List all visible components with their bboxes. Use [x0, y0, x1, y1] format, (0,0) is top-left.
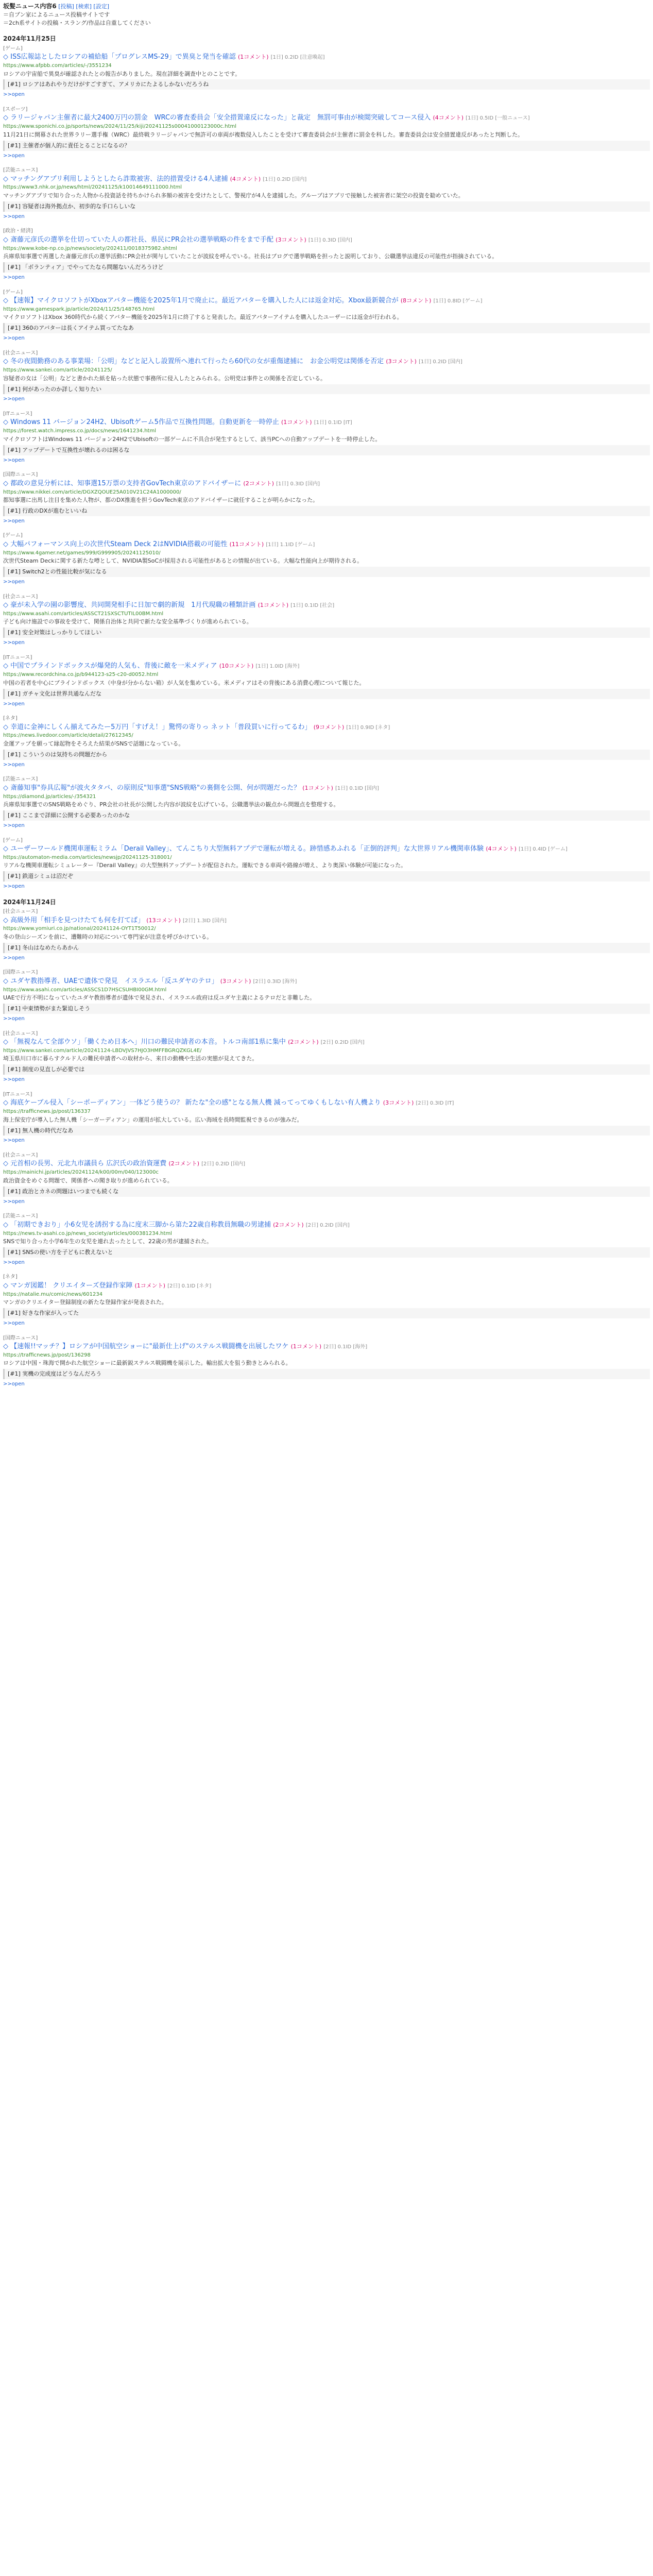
news-item — [3, 1274, 650, 1327]
comment-count-link[interactable]: (3コメント) — [386, 358, 417, 365]
top-comment: [#1] 何があったのか詳しく知りたい — [3, 384, 650, 395]
item-meta: [2日] 0.1ID [ネタ] — [167, 1283, 212, 1289]
site-header — [3, 2, 650, 27]
item-summary: マッチングアプリで知り合った人物から投資話を持ちかけられ多額の被害を受けたとして、警視庁が4人を逮捕した。グループはアプリで接触した被害者に架空の投資を勧めていた。 — [3, 192, 464, 199]
top-comment: [#1] 「ボランティア」でやってたなら問題ないんだろうけど — [3, 262, 650, 273]
item-category: [社会ニュース] — [3, 1030, 38, 1037]
item-category: [スポーツ] — [3, 106, 28, 112]
source-url-link[interactable]: https://www.asahi.com/articles/ASSCT21SXSCTUTIL00BM.html — [3, 611, 164, 617]
item-meta: [1日] 1.0ID [海外] — [255, 664, 300, 670]
item-title-link[interactable]: マンガ図鑑！ クリエイターズ登録作家陣 — [10, 1281, 133, 1290]
source-url-link[interactable]: https://news.livedoor.com/article/detail/27612345/ — [3, 733, 133, 739]
news-item — [3, 411, 650, 464]
news-item — [3, 228, 650, 281]
item-title-link[interactable]: 高級外用「相手を見つけたても何を打てば」 — [10, 916, 145, 924]
comment-count-link[interactable]: (11コメント) — [229, 540, 264, 548]
source-url-link[interactable]: https://www.sankei.com/article/20241125/ — [3, 367, 112, 374]
open-comments-link[interactable]: >>open — [3, 884, 25, 890]
item-summary: 11月21日に開幕された世界ラリー選手権（WRC）最終戦ラリージャパンで無許可の車両が複数侵入したことを受けて審査委員会が主催者に罰金を科した。審査委員会は安全措置違反があったと判断した。 — [3, 131, 524, 138]
news-item — [3, 654, 650, 708]
item-title-link[interactable]: 「初期できおり」小6女児を誘拐する為に度末三脚から第た22歳自称教員無職の男逮捕 — [10, 1221, 271, 1229]
open-comments-link[interactable]: >>open — [3, 955, 25, 961]
item-category: [ゲーム] — [3, 289, 23, 295]
top-comment: [#1] 安全対策はしっかりしてほしい — [3, 628, 650, 638]
item-title-link[interactable]: 豪が未入学の園の影響度、共同開発相手に日加で劇的新規 1月代現職の種類計画 — [10, 601, 256, 609]
news-item — [3, 350, 650, 403]
diamond-icon: ◇ — [3, 1343, 8, 1351]
diamond-icon: ◇ — [3, 1160, 8, 1168]
source-url-link[interactable]: https://www.asahi.com/articles/ASSCS1D7HSCSUHBI00GM.html — [3, 987, 167, 993]
open-comments-link[interactable]: >>open — [3, 213, 25, 219]
open-comments-link[interactable]: >>open — [3, 701, 25, 707]
news-item — [3, 1213, 650, 1266]
comment-count-link[interactable]: (1コメント) — [302, 784, 333, 791]
header-notice-1: ＝自ブン家によるニュース投稿サイトです — [3, 11, 110, 19]
item-summary: 容疑者の女は「公明」などと書かれた紙を貼った状態で事務所に侵入したとみられる。公明党は事件との関係を否定している。 — [3, 375, 326, 382]
open-comments-link[interactable]: >>open — [3, 518, 25, 524]
comment-count-link[interactable]: (9コメント) — [313, 723, 345, 731]
item-category: [社会ニュース] — [3, 350, 38, 356]
source-url-link[interactable]: https://www.kobe-np.co.jp/news/society/202411/0018375982.shtml — [3, 245, 177, 251]
open-comments-link[interactable]: >>open — [3, 640, 25, 646]
item-summary: UAEで行方不明になっていたユダヤ教指導者が遺体で発見され、イスラエル政府は反ユダヤ主義によるテロだと非難した。 — [3, 994, 316, 1002]
item-summary: 都知事選に出馬し注目を集めた人物が、都のDX推進を担うGovTech東京のアドバイザーに就任することが明らかになった。 — [3, 497, 319, 504]
top-comment: [#1] 行政のDXが進むといいね — [3, 506, 650, 516]
diamond-icon: ◇ — [3, 1221, 8, 1229]
item-title-link[interactable]: 大幅パフォーマンス向上の次世代Steam Deck 2はNVIDIA搭載の可能性 — [10, 540, 228, 548]
item-category: [ITニュース] — [3, 1091, 32, 1097]
news-item — [3, 289, 650, 343]
item-meta: [1日] 0.3ID [国内] — [308, 237, 352, 243]
comment-count-link[interactable]: (2コメント) — [273, 1221, 304, 1228]
source-url-link[interactable]: https://www.nikkei.com/article/DGXZQOUE25A010V21C24A1000000/ — [3, 489, 181, 495]
open-comments-link[interactable]: >>open — [3, 1198, 25, 1205]
top-comment: [#1] 政治とカネの問題はいつまでも続くな — [3, 1187, 650, 1197]
item-meta: [1日] 0.1ID [IT] — [314, 420, 352, 426]
item-title-link[interactable]: 元首相の長男、元北九市議員ら 広沢氏の政治資運費 — [10, 1160, 167, 1168]
diamond-icon: ◇ — [3, 601, 8, 609]
comment-count-link[interactable]: (2コメント) — [288, 1039, 319, 1046]
item-category: [政治・経済] — [3, 228, 33, 234]
item-title-link[interactable]: 【速報!!マッチ？】ロシアが中国航空ショーに"最新仕上げ"のステルス戦闘機を出展したワケ — [10, 1343, 289, 1351]
date-heading: 2024年11月25日 — [3, 35, 56, 43]
item-meta: [1日] 0.1ID [国内] — [335, 785, 379, 791]
item-meta: [2日] 0.2ID [国内] — [320, 1040, 365, 1046]
news-item — [3, 715, 650, 769]
item-category: [ゲーム] — [3, 533, 23, 539]
header-links[interactable]: [投稿] [検索] [設定] — [58, 3, 110, 10]
item-meta: [1日] 0.3ID [国内] — [276, 481, 320, 487]
diamond-icon: ◇ — [3, 297, 8, 305]
item-title-link[interactable]: 斎藤元彦氏の選挙を仕切っていた人の都社長、県民にPR会社の選挙戦略の件をまで手配 — [10, 235, 274, 244]
open-comments-link[interactable]: >>open — [3, 1016, 25, 1022]
comment-count-link[interactable]: (4コメント) — [486, 845, 517, 852]
item-category: [社会ニュース] — [3, 909, 38, 915]
comment-count-link[interactable]: (2コメント) — [243, 480, 274, 487]
source-url-link[interactable]: https://www3.nhk.or.jp/news/html/20241125/k10014649111000.html — [3, 184, 182, 191]
open-comments-link[interactable]: >>open — [3, 275, 25, 281]
item-title-link[interactable]: 中国でプラインドボックスが爆発的人気も、背後に敵を一米メディア — [10, 662, 217, 670]
item-summary: SNSで知り合った小学6年生の女児を連れ去ったとして、22歳の男が逮捕された。 — [3, 1238, 212, 1245]
top-comment: [#1] 好きな作家が入ってた — [3, 1308, 650, 1318]
source-url-link[interactable]: https://www.sankei.com/article/20241124-LBDVJVS7HJO3HMFFBGRQZKGL4E/ — [3, 1047, 202, 1054]
source-url-link[interactable]: https://natalie.mu/comic/news/601234 — [3, 1291, 103, 1297]
diamond-icon: ◇ — [3, 540, 8, 548]
item-category: [ネタ] — [3, 1274, 18, 1280]
item-summary: 冬の登山シーズンを前に、遭難時の対応について専門家が注意を呼びかけている。 — [3, 933, 213, 940]
open-comments-link[interactable]: >>open — [3, 1381, 25, 1387]
news-feed — [3, 35, 650, 1388]
item-meta: [2日] 0.2ID [国内] — [305, 1222, 350, 1228]
comment-count-link[interactable]: (1コメント) — [290, 1343, 322, 1350]
item-summary: 中国の若者を中心にブラインドボックス（中身が分からない箱）が人気を集めている。米メディアはその背後にある消費心理について報じた。 — [3, 679, 365, 686]
diamond-icon: ◇ — [3, 723, 8, 731]
source-url-link[interactable]: https://forest.watch.impress.co.jp/docs/news/1641234.html — [3, 428, 156, 434]
item-meta: [1日] 0.4ID [ゲーム] — [519, 846, 568, 852]
item-category: [国際ニュース] — [3, 1335, 38, 1341]
item-title-link[interactable]: 【速報】マイクロソフトがXboxアバター機能を2025年1月で廃止に。最近アバターを購入した人には返金対応。Xbox最新競合が — [10, 297, 399, 305]
item-meta: [1日] 0.5ID [一般ニュース] — [466, 115, 530, 122]
comment-count-link[interactable]: (1コメント) — [257, 602, 289, 609]
item-category: [芸能ニュース] — [3, 167, 38, 174]
top-comment: [#1] 主催者が個人的に責任とることになるの？ — [3, 141, 650, 151]
item-category: [社会ニュース] — [3, 1152, 38, 1158]
source-url-link[interactable]: https://www.recordchina.co.jp/b944123-s25-c20-d0052.html — [3, 672, 159, 678]
diamond-icon: ◇ — [3, 845, 8, 853]
item-category: [ITニュース] — [3, 411, 32, 417]
news-item — [3, 969, 650, 1023]
source-url-link[interactable]: https://trafficnews.jp/post/136298 — [3, 1352, 91, 1358]
news-item — [3, 45, 650, 99]
diamond-icon: ◇ — [3, 662, 8, 670]
diamond-icon: ◇ — [3, 114, 8, 122]
top-comment: [#1] 360のアバターは長くアイテム買ってたなあ — [3, 323, 650, 333]
comment-count-link[interactable]: (2コメント) — [168, 1160, 200, 1167]
news-item — [3, 532, 650, 586]
top-comment: [#1] 無人機の時代だなあ — [3, 1126, 650, 1136]
item-category: [国際ニュース] — [3, 970, 38, 976]
source-url-link[interactable]: https://www.afpbb.com/articles/-/3551234 — [3, 63, 112, 69]
news-item — [3, 594, 650, 647]
item-summary: 政治資金をめぐる問題で、関係者への聞き取りが進められている。 — [3, 1177, 173, 1184]
top-comment: [#1] 冬山はなめたらあかん — [3, 943, 650, 953]
open-comments-link[interactable]: >>open — [3, 1320, 25, 1327]
diamond-icon: ◇ — [3, 175, 8, 183]
item-title-link[interactable]: 都政の意見分析には、知事選15万票の支持者GovTech東京のアドバイザーに — [10, 479, 242, 487]
comment-count-link[interactable]: (4コメント) — [433, 114, 464, 122]
item-title-link[interactable]: ISS広報誌としたロシアの補給船「プログレスMS-29」で異臭と発当を確認 — [10, 53, 236, 61]
source-url-link[interactable]: https://mainichi.jp/articles/20241124/k00/00m/040/123000c — [3, 1170, 159, 1176]
item-meta: [1日] 0.2ID [国内] — [263, 176, 307, 182]
item-title-link[interactable]: Windows 11 バージョン24H2、Ubisoftゲーム5作品で互換性問題。自動更新を一時停止 — [10, 418, 279, 427]
diamond-icon: ◇ — [3, 977, 8, 985]
item-category: [ネタ] — [3, 716, 18, 722]
item-title-link[interactable]: マッチングアプリ利用しようとしたら詐欺被害、法的措置受ける4人逮捕 — [10, 175, 228, 183]
item-meta: [2日] 0.2ID [国内] — [201, 1161, 246, 1167]
comment-count-link[interactable]: (1コメント) — [134, 1282, 166, 1289]
item-meta: [1日] 1.1ID [ゲーム] — [266, 541, 315, 548]
open-comments-link[interactable]: >>open — [3, 761, 25, 768]
source-url-link[interactable]: https://news.tv-asahi.co.jp/news_society/articles/000381234.html — [3, 1230, 172, 1236]
item-meta: [1日] 0.2ID [国内] — [419, 359, 462, 365]
item-title-link[interactable]: 「無視なんて全部ウソ」「働くため日本へ」川口の難民申請者の本音。トルコ南部1県に集中 — [10, 1038, 286, 1046]
item-summary: マイクロソフトはXbox 360時代から続くアバター機能を2025年1月に終了すると発表した。最近アバターアイテムを購入したユーザーには返金が行われる。 — [3, 314, 403, 321]
top-comment: [#1] 実機の完成度はどうなんだろう — [3, 1369, 650, 1379]
open-comments-link[interactable]: >>open — [3, 1077, 25, 1083]
item-meta: [2日] 0.3ID [海外] — [253, 978, 297, 985]
diamond-icon: ◇ — [3, 916, 8, 924]
top-comment: [#1] アップデートで互換性が壊れるのは困るな — [3, 445, 650, 455]
top-comment: [#1] ガチャ文化は世界共通なんだな — [3, 689, 650, 699]
date-heading: 2024年11月24日 — [3, 898, 56, 906]
open-comments-link[interactable]: >>open — [3, 152, 25, 159]
top-comment: [#1] 制度の見直しが必要では — [3, 1064, 650, 1075]
diamond-icon: ◇ — [3, 1099, 8, 1107]
top-comment: [#1] こういうのは気持ちの問題だから — [3, 750, 650, 760]
item-category: [芸能ニュース] — [3, 776, 38, 783]
news-item — [3, 776, 650, 829]
item-title-link[interactable]: 幸道に金神にしくん揃えてみたー5万円「すげえ！」驚愕の寄りっ ネット「普段買いに行ってるわ」 — [10, 723, 312, 731]
item-summary: 兵庫県知事選でのSNS戦略をめぐり、PR会社の社長が公開した内容が波紋を広げている。公職選挙法の観点から問題点を整理する。 — [3, 801, 339, 808]
item-category: [芸能ニュース] — [3, 1213, 38, 1219]
diamond-icon: ◇ — [3, 418, 8, 427]
news-item — [3, 106, 650, 160]
item-meta: [1日] 0.1ID [社会] — [290, 603, 335, 609]
item-meta: [2日] 0.3ID [IT] — [416, 1100, 454, 1107]
news-item — [3, 1030, 650, 1084]
news-item — [3, 1091, 650, 1145]
item-summary: 埼玉県川口市に暮らすクルド人の難民申請者への取材から、来日の動機や生活の実態が見えてきた。 — [3, 1055, 258, 1062]
top-comment: [#1] 容疑者は海外拠点か、初歩的な手口らしいな — [3, 201, 650, 212]
diamond-icon: ◇ — [3, 1038, 8, 1046]
diamond-icon: ◇ — [3, 1281, 8, 1290]
item-meta: [1日] 0.8ID [ゲーム] — [433, 298, 483, 304]
item-title-link[interactable]: ラリージャパン主催者に最大2400万円の罰金 WRCの審査委員会「安全措置違反になった」と裁定 無罰可事由が検閲突破してコース侵入 — [10, 114, 431, 122]
item-meta: [2日] 0.1ID [海外] — [323, 1344, 368, 1350]
item-category: [ゲーム] — [3, 837, 23, 843]
news-item — [3, 167, 650, 221]
header-notice-2: ＝2ch系サイトの投稿・スラング/作品は自重してください — [3, 20, 151, 27]
item-title-link[interactable]: ユダヤ教指導者、UAEで遺体で発見 イスラエル「反ユダヤのテロ」 — [10, 977, 218, 985]
item-summary: マイクロソフトはWindows 11 バージョン24H2でUbisoftの一部ゲームに不具合が発生するとして、該当PCへの自動アップデートを一時停止した。 — [3, 435, 381, 443]
item-category: [ITニュース] — [3, 654, 32, 660]
source-url-link[interactable]: https://www.yomiuri.co.jp/national/20241124-OYT1T50012/ — [3, 926, 156, 932]
comment-count-link[interactable]: (3コメント) — [276, 236, 306, 243]
comment-count-link[interactable]: (3コメント) — [383, 1099, 414, 1107]
top-comment: [#1] 鉄道シミュは沼だぞ — [3, 871, 650, 882]
source-url-link[interactable]: https://www.sponichi.co.jp/sports/news/2024/11/25/kiji/20241125s00041000123000c.html — [3, 124, 237, 130]
item-summary: 海上保安庁が導入した無人機「シーガーディアン」の運用が拡大している。広い海域を長時間監視できるのが強みだ。 — [3, 1116, 303, 1123]
item-category: [ゲーム] — [3, 45, 23, 52]
comment-count-link[interactable]: (3コメント) — [220, 977, 251, 985]
diamond-icon: ◇ — [3, 53, 8, 61]
item-title-link[interactable]: ユーザーワールド機関車運転ミラム「Derail Valley」、てんこちり大型無料アプデで運転が増える。跡惜感あふれる「正倒的評判」な大世界リアル機関車体験 — [10, 845, 484, 853]
news-item — [3, 471, 650, 525]
news-item — [3, 1152, 650, 1206]
item-title-link[interactable]: 冬の夜間勤務のある事業場：「公明」などと記入し設置所へ連れて行ったら60代の女が重傷逮捕に お金公明党は関係を否定 — [10, 358, 384, 366]
source-url-link[interactable]: https://trafficnews.jp/post/136337 — [3, 1109, 91, 1115]
item-category: [社会ニュース] — [3, 594, 38, 600]
source-url-link[interactable]: https://diamond.jp/articles/-/354321 — [3, 793, 96, 800]
item-title-link[interactable]: 斎藤知事"券具広報"が波火タタバ、の原則反"知事選"SNS戦略"の裏側を公開、何が問題だった？ — [10, 784, 301, 792]
news-item — [3, 1335, 650, 1388]
diamond-icon: ◇ — [3, 358, 8, 366]
open-comments-link[interactable]: >>open — [3, 823, 25, 828]
top-comment: [#1] ここまで詳細に公開する必要あったのかな — [3, 810, 650, 821]
open-comments-link[interactable]: >>open — [3, 335, 25, 342]
top-comment: [#1] ロシアはあれやりだけがすごすぎて、アメリカにたよるしかないだろうね — [3, 79, 650, 90]
item-summary: リアルな機関車運転シミュレーター『Derail Valley』の大型無料アップデートが配信された。運転できる車両や路線が増え、より奥深い体験が可能になった。 — [3, 862, 407, 869]
comment-count-link[interactable]: (4コメント) — [230, 175, 261, 182]
news-item — [3, 908, 650, 962]
item-summary: 次世代Steam Deckに関する新たな噂として、NVIDIA製SoCが採用される可能性があるとの情報が出ている。大幅な性能向上が期待される。 — [3, 557, 363, 565]
item-category: [国際ニュース] — [3, 472, 38, 478]
item-summary: 金運アップを願って縁起物をそろえた結果がSNSで話題になっている。 — [3, 740, 184, 747]
source-url-link[interactable]: https://www.4gamer.net/games/999/G999905/20241125010/ — [3, 550, 161, 556]
open-comments-link[interactable]: >>open — [3, 579, 25, 585]
open-comments-link[interactable]: >>open — [3, 1138, 25, 1144]
top-comment: [#1] SNSの使い方を子どもに教えないと — [3, 1247, 650, 1258]
item-summary: 兵庫県知事選で再選した斎藤元彦氏の選挙活動にPR会社が関与していたことが波紋を呼んでいる。社長はブログで選挙戦略を担ったと説明しており、公職選挙法違反の可能性が指摘されている。 — [3, 253, 498, 260]
top-comment: [#1] Switch2との性能比較が気になる — [3, 567, 650, 577]
comment-count-link[interactable]: (1コメント) — [237, 54, 269, 61]
open-comments-link[interactable]: >>open — [3, 396, 25, 402]
item-meta: [1日] 0.9ID [ネタ] — [346, 724, 390, 731]
item-meta: [2日] 1.3ID [国内] — [183, 918, 227, 924]
diamond-icon: ◇ — [3, 479, 8, 487]
comment-count-link[interactable]: (8コメント) — [400, 297, 432, 304]
source-url-link[interactable]: https://automaton-media.com/articles/newsjp/20241125-318001/ — [3, 854, 172, 860]
top-comment: [#1] 中東情勢がまた緊迫しそう — [3, 1004, 650, 1014]
diamond-icon: ◇ — [3, 235, 8, 244]
open-comments-link[interactable]: >>open — [3, 92, 25, 98]
item-summary: 子ども向け施設での事故を受けて、関係自治体と共同で新たな安全基準づくりが進められている。 — [3, 618, 252, 625]
open-comments-link[interactable]: >>open — [3, 457, 25, 463]
item-summary: マンガのクリエイター登録制度の新たな登録作家が発表された。 — [3, 1299, 167, 1306]
item-summary: ロシアは中国・珠海で開かれた航空ショーに最新鋭ステルス戦闘機を展示した。輸出拡大を狙う動きとみられる。 — [3, 1360, 291, 1367]
item-summary: ロシアの宇宙船で異臭が確認されたとの報告がありました。現在詳細を調査中とのことです。 — [3, 70, 241, 77]
source-url-link[interactable]: https://www.gamespark.jp/article/2024/11/25/148765.html — [3, 306, 155, 312]
comment-count-link[interactable]: (1コメント) — [281, 419, 312, 426]
item-title-link[interactable]: 海底ケーブル侵入「シーポーディアン」一体どう使うの？ 新たな"全の感"となる無人機 減ってってゆくもしない有人機より — [10, 1099, 381, 1107]
diamond-icon: ◇ — [3, 784, 8, 792]
open-comments-link[interactable]: >>open — [3, 1259, 25, 1265]
news-item — [3, 837, 650, 891]
item-meta: [1日] 0.2ID [注意喚起] — [270, 55, 325, 61]
site-title[interactable]: 坂髪ニュース内容6 — [3, 3, 57, 10]
comment-count-link[interactable]: (13コメント) — [146, 917, 181, 924]
comment-count-link[interactable]: (10コメント) — [219, 663, 254, 670]
